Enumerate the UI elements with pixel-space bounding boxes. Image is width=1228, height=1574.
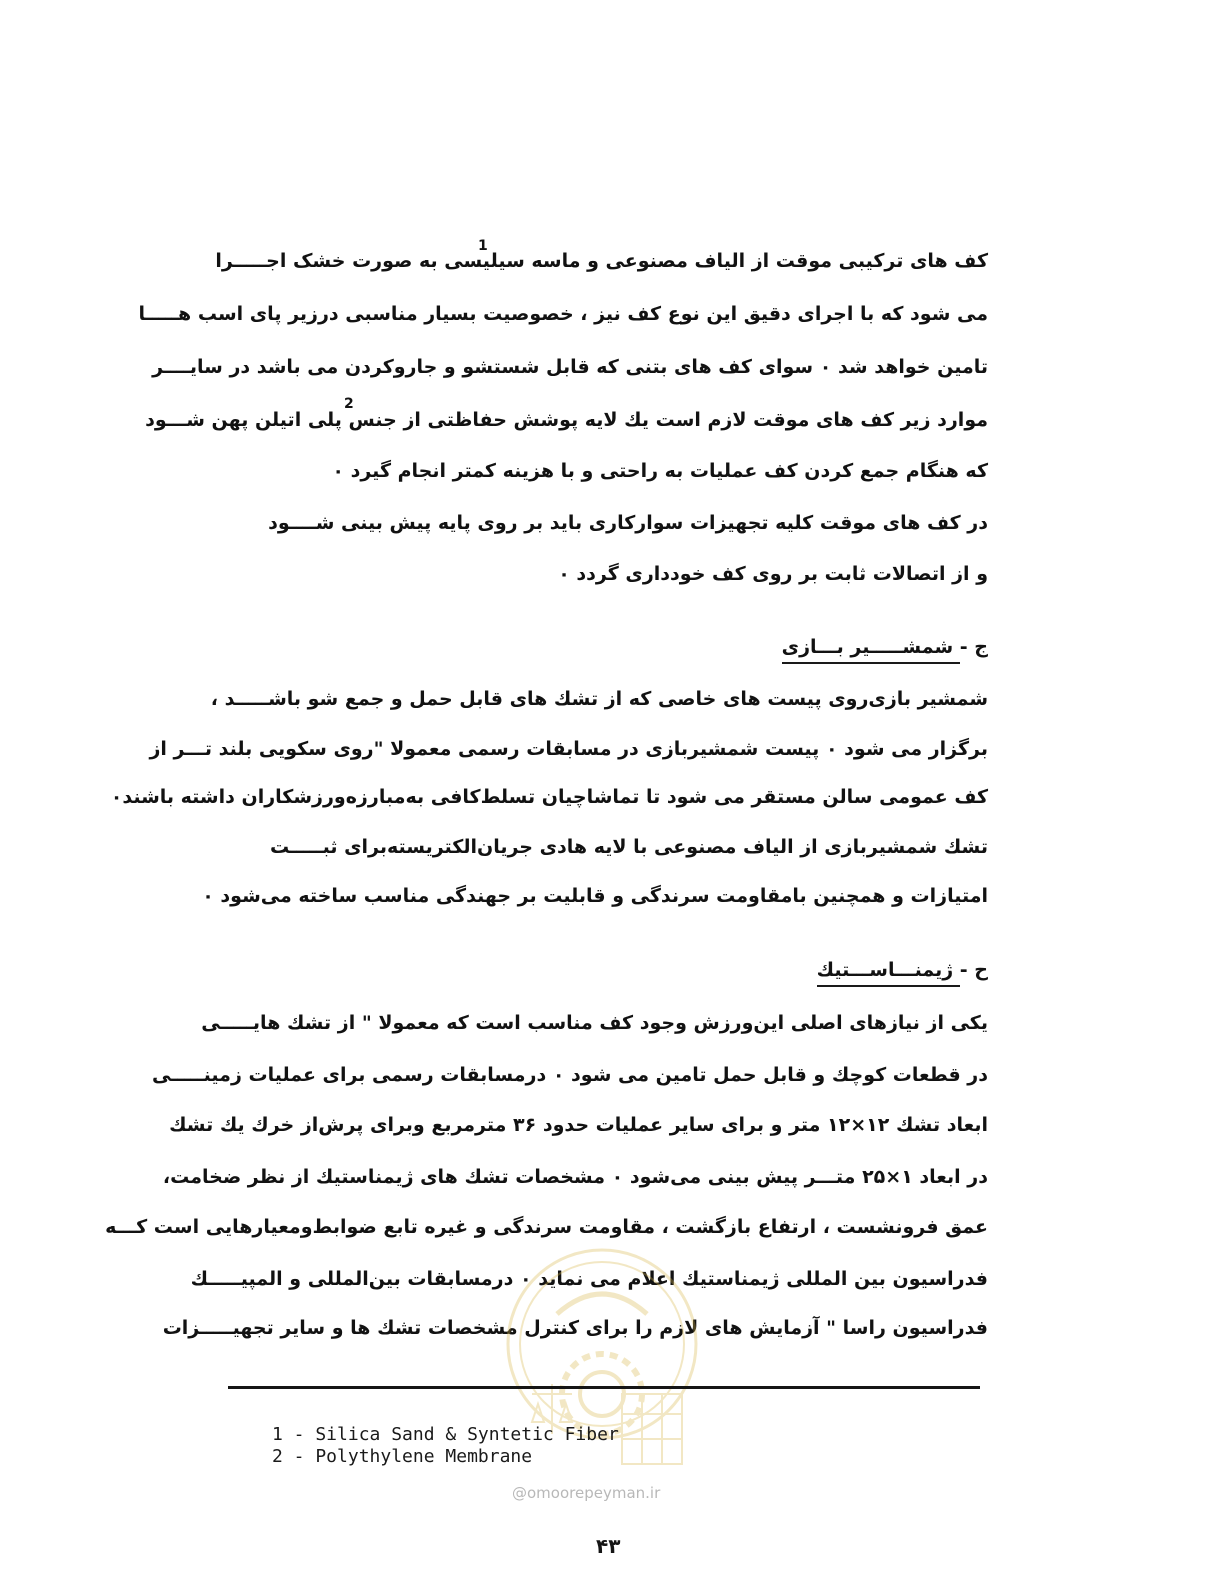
text-line: ابعاد تشك ۱۲×۱۲ متر و برای سایر عملیات حدود ۳۶ مترمربع وبرای پرش‌از خرك یك تشك	[169, 1114, 988, 1136]
footnote-1: 1 - Silica Sand & Syntetic Fiber	[272, 1424, 619, 1445]
text-line: یکی از نیازهای اصلی این‌ورزش وجود کف مناسب است که معمولا " از تشك هایـــــی	[201, 1012, 988, 1034]
text-line: تامین خواهد شد ۰ سوای کف های بتنی که قابل شستشو و جاروکردن می باشد در سایــــر	[152, 356, 988, 378]
text-line: امتیازات و همچنین بامقاومت سرندگی و قابلیت بر جهندگی مناسب ساخته می‌شود ۰	[202, 885, 988, 907]
footnote-ref-2: 2	[344, 396, 354, 412]
footnote-divider	[228, 1386, 980, 1389]
footnote-2: 2 - Polythylene Membrane	[272, 1446, 533, 1467]
text-line: تشك شمشیربازی از الیاف مصنوعی با لایه هادی جریان‌الکتریسته‌برای ثبـــــت	[270, 836, 988, 858]
text-line: عمق فرونشست ، ارتفاع بازگشت ، مقاومت سرندگی و غیره تابع ضوابط‌ومعیارهایی است کـــه	[105, 1216, 988, 1238]
page-number: ۴۳	[596, 1534, 621, 1558]
text-line: کف های ترکیبی موقت از الیاف مصنوعی و ماسه سیلیسی به صورت خشک اجـــــرا	[215, 250, 988, 272]
section-heading-fencing	[782, 636, 988, 658]
text-line: فدراسیون بین المللی ژیمناستیك اعلام می نماید ۰ درمسابقات بین‌المللی و المپیـــــك	[190, 1268, 988, 1290]
text-line: و از اتصالات ثابت بر روی کف خودداری گردد ۰	[558, 563, 988, 585]
section-heading-gymnastics	[817, 959, 988, 981]
text-line: می شود که با اجرای دقیق این نوع کف نیز ، خصوصیت بسیار مناسبی درزیر پای اسب هـــــا	[138, 303, 988, 325]
section-heading-text: ح - ژیمنـــاســـتیك	[816, 959, 988, 981]
text-line: کف عمومی سالن مستقر می شود تا تماشاچیان تسلط‌کافی به‌مبارزه‌ورزشکاران داشته باشند۰	[110, 786, 988, 808]
text-line: در ابعاد ۱×۲۵ متـــر پیش بینی می‌شود ۰ مشخصات تشك های ژیمناستیك از نظر ضخامت،	[162, 1166, 988, 1188]
text-line: در کف های موقت کلیه تجهیزات سوارکاری باید بر روی پایه پیش بینی شــــود	[268, 512, 988, 534]
watermark-url: @omoorepeyman.ir	[512, 1484, 661, 1502]
text-line: فدراسیون راسا " آزمایش های لازم را برای کنترل مشخصات تشك ها و سایر تجهیـــــزات	[162, 1317, 988, 1339]
text-line: شمشیر بازی‌روی پیست های خاصی که از تشك های قابل حمل و جمع شو باشـــــد ،	[210, 688, 988, 710]
section-heading-text: ج - شمشـــــیر بـــازی	[781, 636, 988, 658]
text-line: که هنگام جمع کردن کف عملیات به راحتی و با هزینه کمتر انجام گیرد ۰	[332, 460, 988, 482]
heading-underline	[817, 985, 960, 987]
footnote-ref-1: 1	[478, 238, 488, 254]
text-line: موارد زیر کف های موقت لازم است یك لایه پوشش حفاظتی از جنس پلی اتیلن پهن شـــود	[145, 409, 988, 431]
heading-underline	[782, 662, 960, 664]
text-line: برگزار می شود ۰ پیست شمشیربازی در مسابقات رسمی معمولا "روی سکویی بلند تـــر از	[149, 738, 988, 760]
text-line: در قطعات کوچك و قابل حمل تامین می شود ۰ درمسابقات رسمی برای عملیات زمینـــــی	[151, 1064, 988, 1086]
